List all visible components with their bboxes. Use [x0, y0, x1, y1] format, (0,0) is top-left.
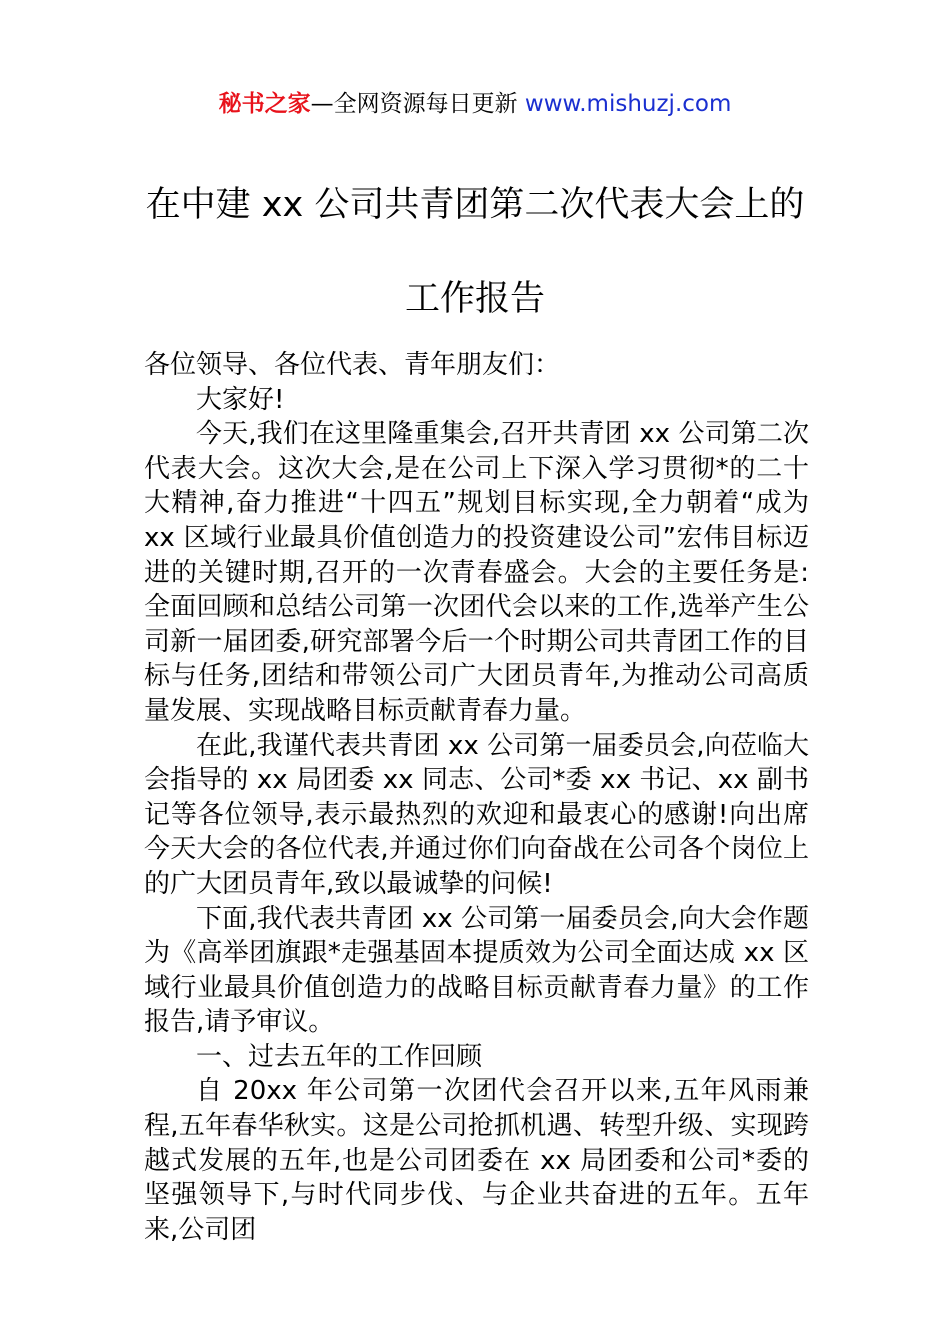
brand-name: 秘书之家 [218, 91, 311, 117]
salutation: 各位领导、各位代表、青年朋友们： [144, 350, 561, 380]
title-line-1: 在中建 xx 公司共青团第二次代表大会上的 [145, 185, 805, 225]
intro-paragraph: 今天,我们在这里隆重集会,召开共青团 xx 公司第二次代表大会。这次大会,是在公司上下深入学习贯彻*的二十大精神,奋力推进“十四五”规划目标实现,全力朝着“成为 xx 区域行业最具价值创造力的投资建设公司”宏伟目标迈进的关键时期,召开的一次青春盛会。大会的主要任务是:全面回顾和总结公司第一次团代会以来的工作,选举产生公司新一届团委,研究部署今后一个时期公司共青团工作的目标与任务,团结和带领公司广大团员青年,为推动公司高质量发展、实现战略目标贡献青春力量。 [144, 419, 809, 726]
document-body [144, 348, 809, 1247]
document-title [100, 158, 850, 346]
header-slogan: —全网资源每日更新 [310, 91, 525, 117]
review-paragraph: 自 20xx 年公司第一次团代会召开以来,五年风雨兼程,五年春华秋实。这是公司抢抓机遇、转型升级、实现跨越式发展的五年,也是公司团委在 xx 局团委和公司*委的坚强领导下,与时代同步伐、与企业共奋进的五年。五年来,公司团 [144, 1076, 809, 1245]
greeting-paragraph: 大家好! [196, 384, 285, 415]
title-line-2: 工作报告 [404, 279, 545, 319]
site-url-link[interactable]: www.mishuzj.com [524, 91, 732, 117]
section-heading: 一、过去五年的工作回顾 [196, 1041, 483, 1072]
thanks-paragraph: 在此,我谨代表共青团 xx 公司第一届委员会,向莅临大会指导的 xx 局团委 xx 同志、公司*委 xx 书记、xx 副书记等各位领导,表示最热烈的欢迎和最衷心的感谢!向出席今天大会的各位代表,并通过你们向奋战在公司各个岗位上的广大团员青年,致以最诚挚的问候! [144, 730, 809, 899]
site-header [0, 86, 950, 122]
report-paragraph: 下面,我代表共青团 xx 公司第一届委员会,向大会作题为《高举团旗跟*走强基固本提质效为公司全面达成 xx 区域行业最具价值创造力的战略目标贡献青春力量》的工作报告,请予审议。 [144, 903, 809, 1038]
